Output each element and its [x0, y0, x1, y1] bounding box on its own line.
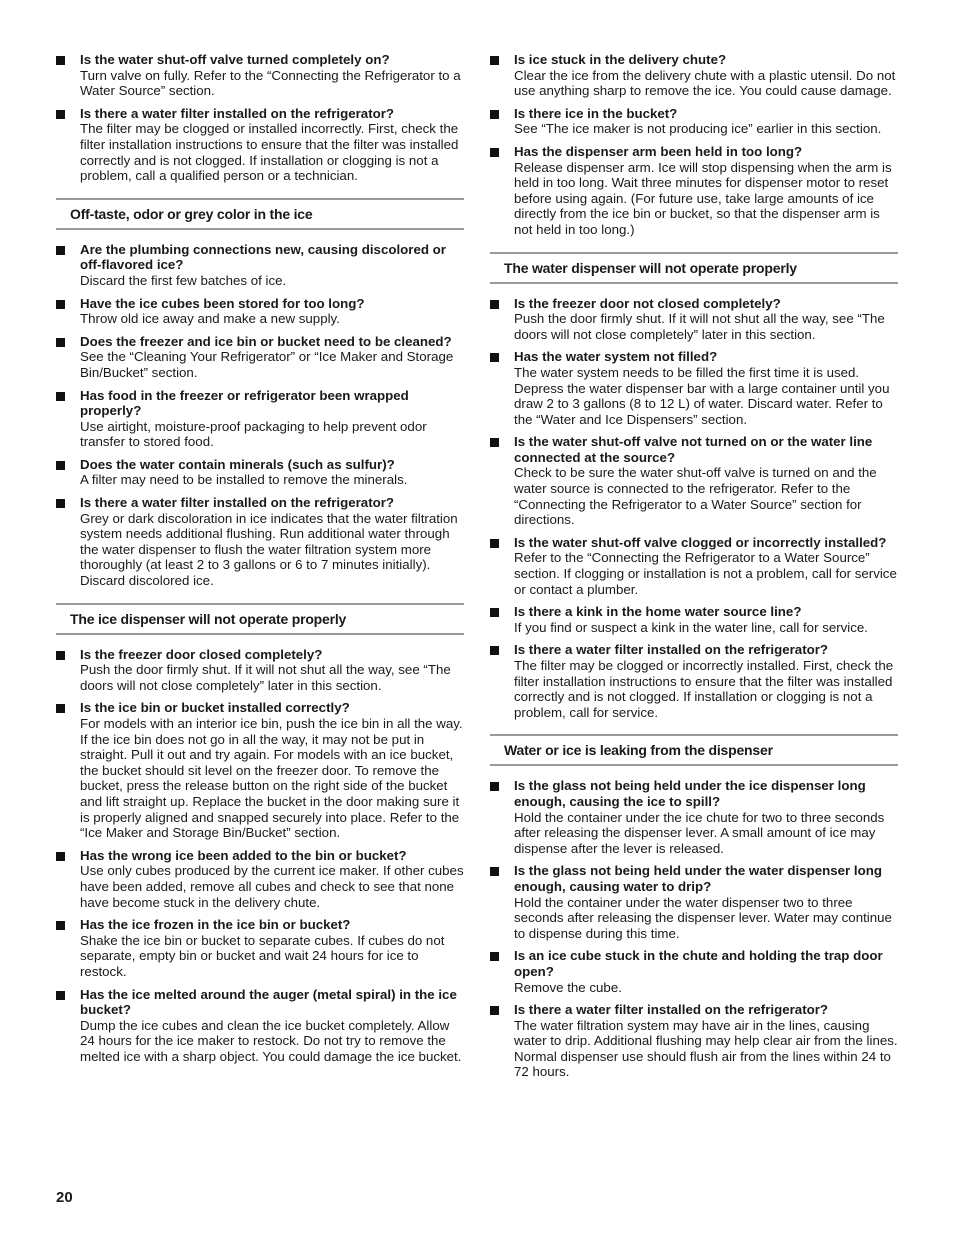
answer: Use only cubes produced by the current ice maker. If other cubes have been added, remove all cubes and check to see that none have become stuck in the delivery chute.	[80, 863, 464, 910]
question: Is there a water filter installed on the refrigerator?	[80, 495, 395, 511]
list-item	[56, 52, 464, 99]
section-heading: Off-taste, odor or grey color in the ice	[56, 198, 464, 230]
question: Does the water contain minerals (such as sulfur)?	[80, 456, 395, 472]
question: Has the water system not filled?	[514, 349, 718, 365]
answer: Shake the ice bin or bucket to separate cubes. If cubes do not separate, empty bin or bucket and wait 24 hours for ice to restock.	[80, 932, 445, 979]
answer: Turn valve on fully. Refer to the “Connecting the Refrigerator to a Water Source” section.	[80, 67, 461, 99]
answer: Push the door firmly shut. If it will not shut all the way, see “The doors will not close completely” later in this section.	[80, 662, 451, 693]
section-list	[56, 647, 464, 1065]
square-bullet-icon	[490, 782, 499, 791]
list-item	[490, 535, 898, 597]
list-item	[56, 495, 464, 589]
question: Are the plumbing connections new, causing discolored or off-flavored ice?	[80, 241, 446, 273]
answer: The water system needs to be filled the first time it is used. Depress the water dispenser bar with a large container until you draw 2 to 3 gallons (8 to 12 L) of water. Discard water. Refer to the “Water and Ice Dispensers” section.	[514, 364, 890, 427]
list-item	[490, 863, 898, 941]
question: Is the ice bin or bucket installed correctly?	[80, 700, 350, 716]
question: Is the water shut-off valve turned completely on?	[80, 52, 390, 67]
answer: Push the door firmly shut. If it will not shut all the way, see “The doors will not close completely” later in this section.	[514, 311, 885, 342]
list-item	[56, 848, 464, 910]
list-item	[56, 700, 464, 840]
square-bullet-icon	[490, 353, 499, 362]
answer: See the “Cleaning Your Refrigerator” or “Ice Maker and Storage Bin/Bucket” section.	[80, 349, 454, 380]
answer: Throw old ice away and make a new supply.	[80, 311, 340, 327]
square-bullet-icon	[56, 499, 65, 508]
answer: Release dispenser arm. Ice will stop dispensing when the arm is held in too long. Wait three minutes for dispenser motor to reset before using again. (For future use, take large amounts of ice directly from the ice bin or bucket, so that the dispenser arm is not held in too long.)	[514, 159, 892, 237]
square-bullet-icon	[490, 300, 499, 309]
answer: Dump the ice cubes and clean the ice bucket completely. Allow 24 hours for the ice maker to restock. Do not try to remove the melted ice with a sharp object. You could damage the ice bucket.	[80, 1017, 462, 1064]
list-item	[490, 106, 898, 137]
square-bullet-icon	[490, 1006, 499, 1015]
answer: The filter may be clogged or incorrectly installed. First, check the filter installation instructions to ensure that the filter was installed correctly and is not clogged. If installation or clogging is not a problem, call for service.	[514, 658, 894, 720]
question: Is the water shut-off valve clogged or incorrectly installed?	[514, 534, 887, 550]
answer: Check to be sure the water shut-off valve is turned on and the water source is connected to the refrigerator. Refer to the “Connecting the Refrigerator to a Water Source” section for directions.	[514, 465, 877, 528]
section-list	[490, 778, 898, 1080]
square-bullet-icon	[490, 608, 499, 617]
section-list	[490, 296, 898, 721]
question: Has food in the freezer or refrigerator been wrapped properly?	[80, 387, 409, 419]
square-bullet-icon	[490, 110, 499, 119]
square-bullet-icon	[490, 539, 499, 548]
question: Is the glass not being held under the ice dispenser long enough, causing the ice to spill?	[514, 778, 866, 809]
square-bullet-icon	[56, 246, 65, 255]
left-intro-list	[56, 52, 464, 184]
list-item	[490, 349, 898, 427]
page-number: 20	[56, 1189, 73, 1206]
square-bullet-icon	[56, 300, 65, 309]
square-bullet-icon	[490, 867, 499, 876]
section-heading: The water dispenser will not operate properly	[490, 252, 898, 284]
list-item	[56, 242, 464, 289]
square-bullet-icon	[490, 646, 499, 655]
square-bullet-icon	[56, 461, 65, 470]
question: Is the freezer door not closed completely?	[514, 295, 781, 311]
square-bullet-icon	[490, 56, 499, 65]
answer: If you find or suspect a kink in the water line, call for service.	[514, 619, 869, 635]
answer: Grey or dark discoloration in ice indicates that the water filtration system needs additional flushing. Run additional water through the water dispenser to flush the water filtration system more thoroughly (at least 2 to 3 gallons or 6 to 7 minutes initially). Discard discolored ice.	[80, 510, 458, 589]
square-bullet-icon	[56, 991, 65, 1000]
list-item	[56, 457, 464, 488]
square-bullet-icon	[56, 338, 65, 347]
question: Is there a kink in the home water source line?	[514, 604, 802, 620]
question: Does the freezer and ice bin or bucket need to be cleaned?	[80, 333, 452, 349]
question: Has the dispenser arm been held in too long?	[514, 143, 803, 159]
right-intro-list	[490, 52, 898, 238]
right-column	[490, 52, 898, 1087]
question: Has the ice frozen in the ice bin or bucket?	[80, 917, 351, 933]
square-bullet-icon	[56, 852, 65, 861]
list-item	[490, 948, 898, 995]
list-item	[56, 388, 464, 450]
answer: Hold the container under the water dispenser two to three seconds after releasing the dispenser lever. Water may continue to dispense during this time.	[514, 894, 892, 941]
section-list	[56, 242, 464, 589]
question: Have the ice cubes been stored for too long?	[80, 295, 365, 311]
square-bullet-icon	[56, 704, 65, 713]
square-bullet-icon	[56, 110, 65, 119]
section-heading: Water or ice is leaking from the dispenser	[490, 734, 898, 766]
list-item	[56, 917, 464, 979]
answer: See “The ice maker is not producing ice” earlier in this section.	[514, 121, 882, 137]
list-item	[56, 296, 464, 327]
answer: The filter may be clogged or installed incorrectly. First, check the filter installation instructions to ensure that the filter was installed correctly and is not clogged. If installation or clogging is not a problem, call a qualified person or a technician.	[80, 121, 459, 184]
answer: For models with an interior ice bin, push the ice bin in all the way. If the ice bin does not go in all the way, it may not be put in straight. Pull it out and try again. For models with an ice bucket, the bucket should sit level on the freezer door. To remove the bucket, press the release button on the right side of the bucket and lift straight up. Replace the bucket in the door making sure it is properly aligned and snapped securely into place. Refer to the “Ice Maker and Storage Bin/Bucket” section.	[80, 716, 463, 841]
answer: Clear the ice from the delivery chute with a plastic utensil. Do not use anything sharp to remove the ice. You could cause damage.	[514, 67, 896, 99]
square-bullet-icon	[490, 438, 499, 447]
question: Is the freezer door closed completely?	[80, 646, 323, 662]
list-item	[56, 334, 464, 381]
square-bullet-icon	[490, 952, 499, 961]
list-item	[56, 987, 464, 1065]
answer: The water filtration system may have air in the lines, causing water to drip. Additional flushing may help clear air from the lines. Normal dispenser use should flush air from the lines within 24 to 72 hours.	[514, 1017, 898, 1080]
list-item	[490, 52, 898, 99]
answer: Remove the cube.	[514, 979, 622, 995]
question: Has the ice melted around the auger (metal spiral) in the ice bucket?	[80, 986, 457, 1018]
list-item	[56, 647, 464, 694]
answer: Refer to the “Connecting the Refrigerator to a Water Source” section. If clogging or installation is not a problem, call for service or contact a plumber.	[514, 550, 897, 597]
square-bullet-icon	[56, 56, 65, 65]
question: Is there ice in the bucket?	[514, 105, 678, 121]
answer: Discard the first few batches of ice.	[80, 272, 287, 288]
question: Has the wrong ice been added to the bin or bucket?	[80, 847, 407, 863]
question: Is there a water filter installed on the refrigerator?	[514, 1002, 829, 1018]
list-item	[490, 778, 898, 856]
list-item	[490, 434, 898, 528]
answer: Hold the container under the ice chute for two to three seconds after releasing the dispenser lever. A small amount of ice may dispense after the lever is released.	[514, 809, 885, 856]
list-item	[490, 604, 898, 635]
left-column	[56, 52, 464, 1071]
list-item	[490, 144, 898, 238]
question: Is there a water filter installed on the refrigerator?	[514, 642, 829, 658]
list-item	[490, 642, 898, 720]
question: Is ice stuck in the delivery chute?	[514, 52, 727, 67]
question: Is there a water filter installed on the refrigerator?	[80, 105, 395, 121]
square-bullet-icon	[490, 148, 499, 157]
list-item	[490, 1002, 898, 1080]
list-item	[490, 296, 898, 343]
section-heading: The ice dispenser will not operate properly	[56, 603, 464, 635]
square-bullet-icon	[56, 392, 65, 401]
question: Is the glass not being held under the water dispenser long enough, causing water to drip?	[514, 863, 882, 894]
square-bullet-icon	[56, 651, 65, 660]
question: Is an ice cube stuck in the chute and holding the trap door open?	[514, 948, 883, 979]
answer: Use airtight, moisture-proof packaging to help prevent odor transfer to stored food.	[80, 418, 427, 450]
square-bullet-icon	[56, 921, 65, 930]
answer: A filter may need to be installed to remove the minerals.	[80, 472, 408, 488]
list-item	[56, 106, 464, 184]
question: Is the water shut-off valve not turned on or the water line connected at the source?	[514, 434, 873, 465]
